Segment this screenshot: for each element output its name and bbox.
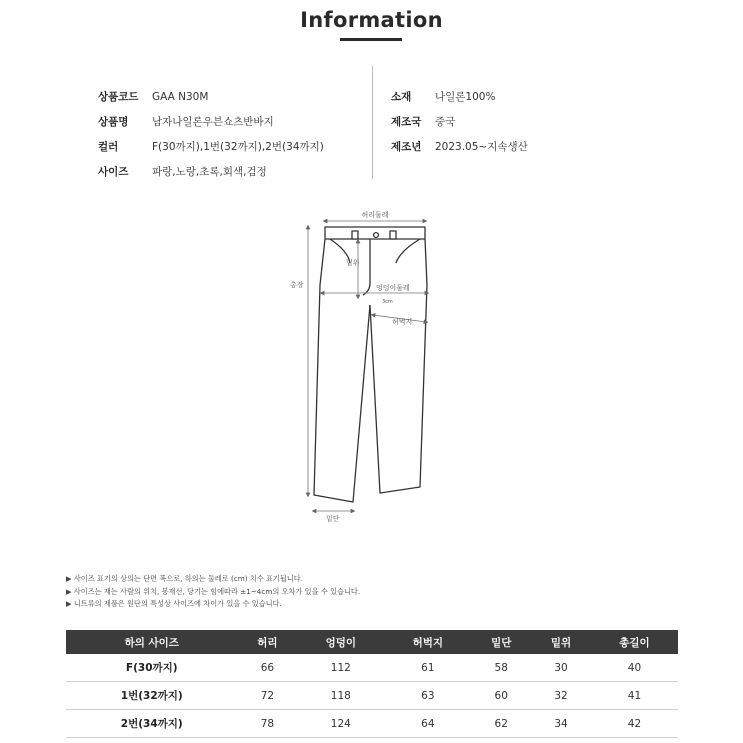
- header-size: 하의 사이즈: [66, 630, 238, 654]
- spec-row-country: [391, 109, 528, 134]
- table-cell: 62: [471, 710, 531, 738]
- spec-row-material: [391, 84, 528, 109]
- label-hip: 엉덩이둘레: [376, 284, 410, 292]
- spec-label: 컬러: [98, 141, 119, 153]
- page-title: Information: [300, 8, 443, 32]
- spec-label: 상품명: [98, 116, 129, 128]
- spec-list-left: [98, 84, 324, 184]
- spec-label: 사이즈: [98, 166, 129, 178]
- measure-lines: [308, 221, 427, 511]
- spec-label: 제조년: [391, 141, 422, 153]
- table-cell: 1번(32까지): [66, 682, 238, 710]
- table-cell: 63: [384, 682, 471, 710]
- spec-label: 제조국: [391, 116, 422, 128]
- spec-divider: [372, 66, 373, 179]
- header-rise: 밑위: [531, 630, 591, 654]
- header-hip: 엉덩이: [297, 630, 384, 654]
- note-line: ▶ 니트류의 제품은 원단의 특성상 사이즈에 차이가 있을 수 있습니다.: [66, 599, 282, 608]
- spec-row-size: [98, 159, 324, 184]
- table-cell: 41: [591, 682, 678, 710]
- table-cell: 60: [471, 682, 531, 710]
- size-table: [66, 630, 678, 738]
- table-row: [66, 654, 678, 682]
- pants-measurement-diagram: [270, 195, 470, 525]
- spec-value: 나일론100%: [435, 91, 496, 103]
- header-hem: 밑단: [471, 630, 531, 654]
- table-cell: 42: [591, 710, 678, 738]
- label-waist: 허리둘레: [361, 211, 389, 219]
- label-hem: 밑단: [326, 515, 340, 523]
- table-cell: 64: [384, 710, 471, 738]
- table-cell: 72: [238, 682, 298, 710]
- table-cell: 40: [591, 654, 678, 682]
- spec-row-product-name: [98, 109, 324, 134]
- table-cell: 61: [384, 654, 471, 682]
- table-row: [66, 710, 678, 738]
- table-cell: 124: [297, 710, 384, 738]
- spec-row-product-code: [98, 84, 324, 109]
- table-cell: 58: [471, 654, 531, 682]
- spec-row-manufacture-year: [391, 134, 528, 159]
- table-cell: 66: [238, 654, 298, 682]
- size-table-header: [66, 630, 678, 654]
- table-cell: 32: [531, 682, 591, 710]
- label-rise: 밑위: [346, 259, 360, 267]
- table-cell: 34: [531, 710, 591, 738]
- note-line: ▶ 사이즈 표기의 상의는 단면 폭으로, 하의는 둘레로 (cm) 치수 표기됩니다.: [66, 574, 303, 583]
- label-hip-offset: 3cm: [382, 299, 393, 305]
- spec-row-color: [98, 134, 324, 159]
- table-cell: 118: [297, 682, 384, 710]
- header-waist: 허리: [238, 630, 298, 654]
- table-cell: 112: [297, 654, 384, 682]
- label-total-length: 총장: [290, 281, 304, 289]
- title-underline: [340, 38, 402, 41]
- label-thigh: 허벅지: [392, 318, 413, 326]
- spec-value: GAA N30M: [152, 90, 209, 103]
- spec-value: 2023.05~지속생산: [435, 141, 528, 153]
- table-cell: 2번(34까지): [66, 710, 238, 738]
- table-cell: 78: [238, 710, 298, 738]
- spec-value: F(30까지),1번(32까지),2번(34까지): [152, 141, 324, 153]
- spec-label: 상품코드: [98, 91, 139, 103]
- header-thigh: 허벅지: [384, 630, 471, 654]
- table-row: [66, 682, 678, 710]
- table-cell: F(30까지): [66, 654, 238, 682]
- spec-value: 파랑,노랑,초록,회색,검정: [152, 166, 267, 178]
- size-notes: [66, 573, 360, 611]
- pants-outline: [314, 227, 427, 502]
- spec-list-right: [391, 84, 528, 159]
- note-line: ▶ 사이즈는 재는 사람의 위치, 봉재선, 당기는 힘에따라 ±1~4cm의 오차가 있을 수 있습니다.: [66, 586, 361, 596]
- header-length: 총길이: [591, 630, 678, 654]
- spec-label: 소재: [391, 91, 412, 103]
- spec-value: 남자나일론우븐쇼츠반바지: [152, 116, 274, 128]
- table-cell: 30: [531, 654, 591, 682]
- spec-value: 중국: [435, 116, 456, 128]
